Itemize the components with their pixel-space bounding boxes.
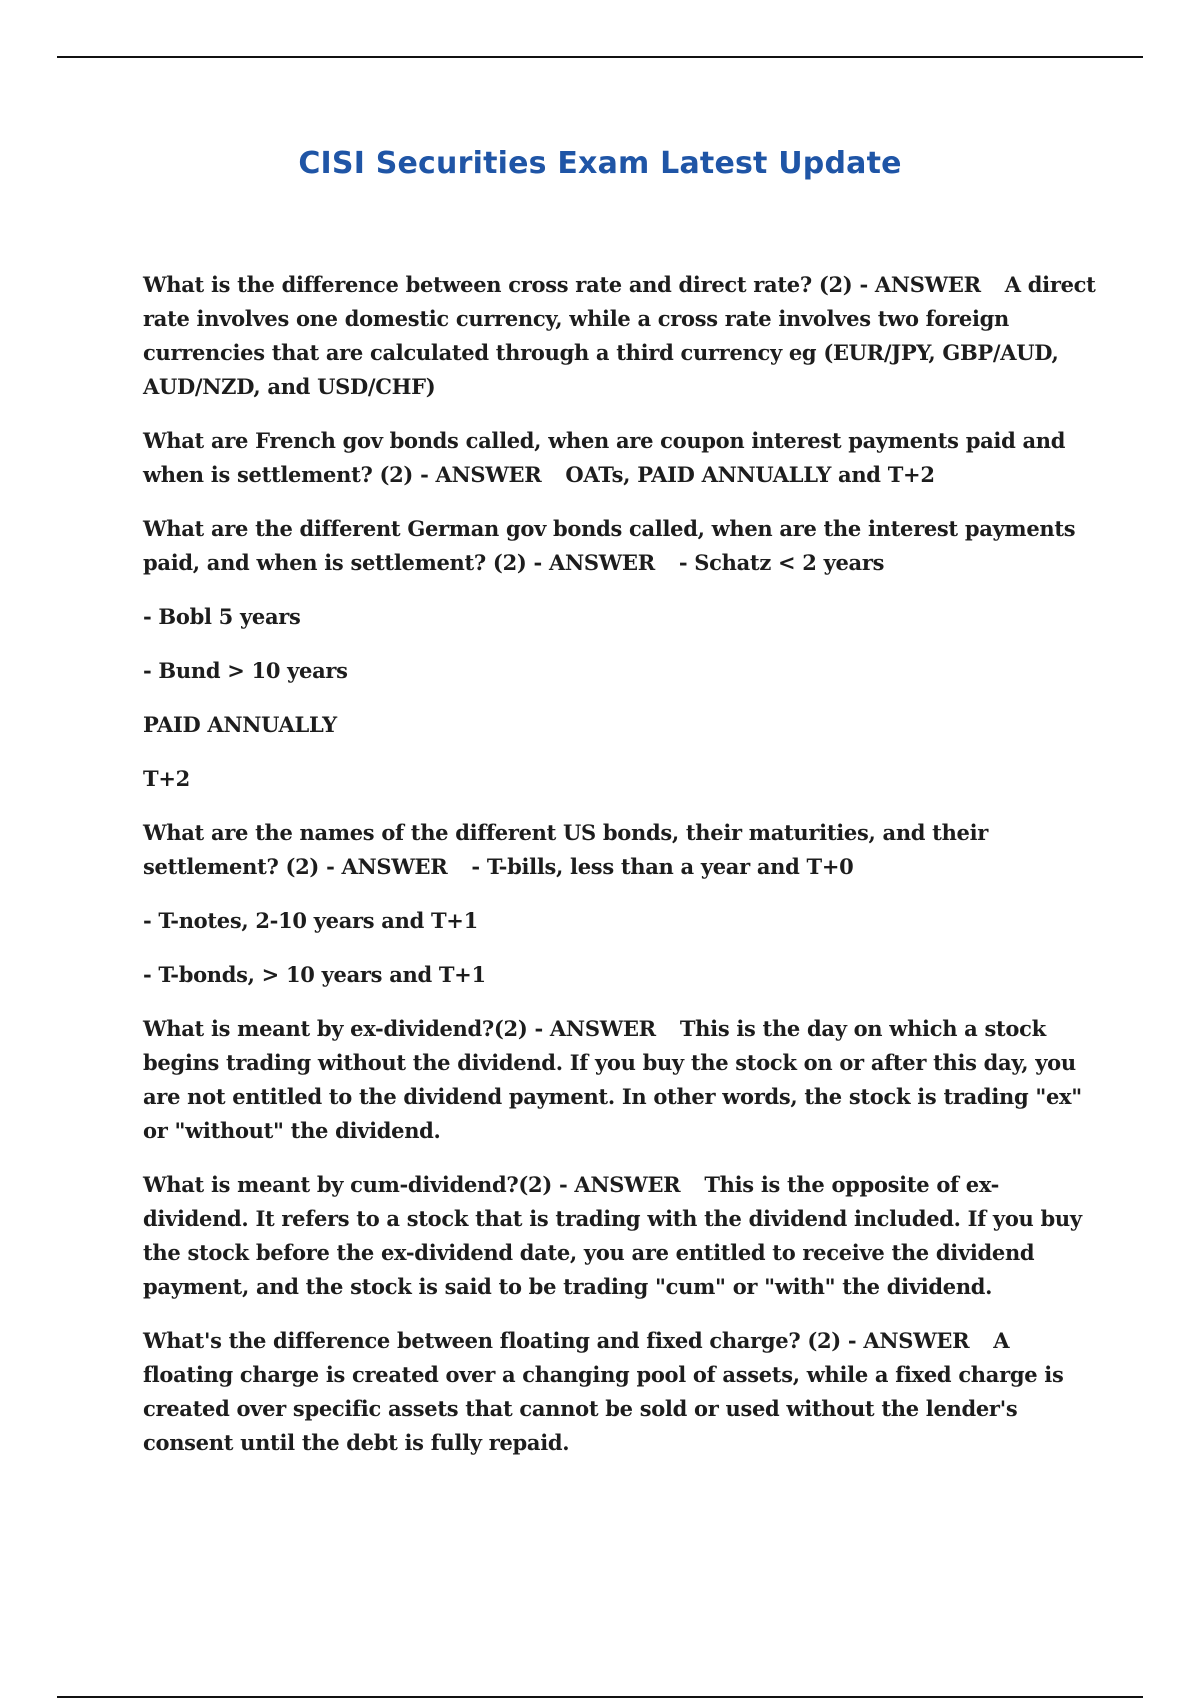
- question-text: What are the different German gov bonds called, when are the interest payments paid, and when is settlement? (2) - ANSWER: [143, 516, 1076, 575]
- answer-text: A floating charge is created over a changing pool of assets, while a fixed charge is created over specific assets that cannot be sold or used without the lender's consent until the debt is fully repaid.: [143, 1328, 1064, 1455]
- answer-text: OATs, PAID ANNUALLY and T+2: [565, 462, 935, 487]
- answer-text: T+2: [143, 766, 190, 791]
- question-text: What is meant by ex-dividend?(2) - ANSWER: [143, 1016, 656, 1041]
- question-text: What is meant by cum-dividend?(2) - ANSWER: [143, 1172, 681, 1197]
- bottom-rule: [57, 1696, 1143, 1698]
- question-text: What is the difference between cross rate and direct rate? (2) - ANSWER: [143, 272, 981, 297]
- answer-text: - T-notes, 2-10 years and T+1: [143, 908, 478, 933]
- answer-line: [143, 600, 1103, 634]
- answer-text: - Bund > 10 years: [143, 658, 348, 683]
- question-text: What are French gov bonds called, when are coupon interest payments paid and when is settlement? (2) - ANSWER: [143, 428, 1066, 487]
- qa-paragraph: [143, 1324, 1103, 1460]
- answer-text: PAID ANNUALLY: [143, 712, 337, 737]
- qa-paragraph: [143, 1168, 1103, 1304]
- answer-text: This is the opposite of ex-dividend. It refers to a stock that is trading with the dividend included. If you buy the stock before the ex-dividend date, you are entitled to receive the dividend payment, and the stock is said to be trading "cum" or "with" the dividend.: [143, 1172, 1082, 1299]
- answer-text: A direct rate involves one domestic currency, while a cross rate involves two foreign currencies that are calculated through a third currency eg (EUR/JPY, GBP/AUD, AUD/NZD, and USD/CHF): [143, 272, 1096, 399]
- answer-line: [143, 958, 1103, 992]
- qa-paragraph: [143, 1012, 1103, 1148]
- qa-paragraph: [143, 424, 1103, 492]
- document-body: [143, 268, 1103, 1480]
- question-text: What are the names of the different US bonds, their maturities, and their settlement? (2) - ANSWER: [143, 820, 989, 879]
- answer-text: - T-bonds, > 10 years and T+1: [143, 962, 486, 987]
- answer-line: [143, 654, 1103, 688]
- page-title: CISI Securities Exam Latest Update: [298, 146, 902, 181]
- answer-line: [143, 708, 1103, 742]
- answer-text: - Schatz < 2 years: [678, 550, 885, 575]
- answer-line: [143, 904, 1103, 938]
- answer-line: [143, 762, 1103, 796]
- top-rule: [57, 56, 1143, 58]
- question-text: What's the difference between floating and fixed charge? (2) - ANSWER: [143, 1328, 970, 1353]
- qa-paragraph: [143, 512, 1103, 580]
- answer-text: - T-bills, less than a year and T+0: [471, 854, 854, 879]
- qa-paragraph: [143, 268, 1103, 404]
- answer-text: - Bobl 5 years: [143, 604, 301, 629]
- qa-paragraph: [143, 816, 1103, 884]
- answer-text: This is the day on which a stock begins trading without the dividend. If you buy the stock on or after this day, you are not entitled to the dividend payment. In other words, the stock is trading "ex" or "without" the dividend.: [143, 1016, 1082, 1143]
